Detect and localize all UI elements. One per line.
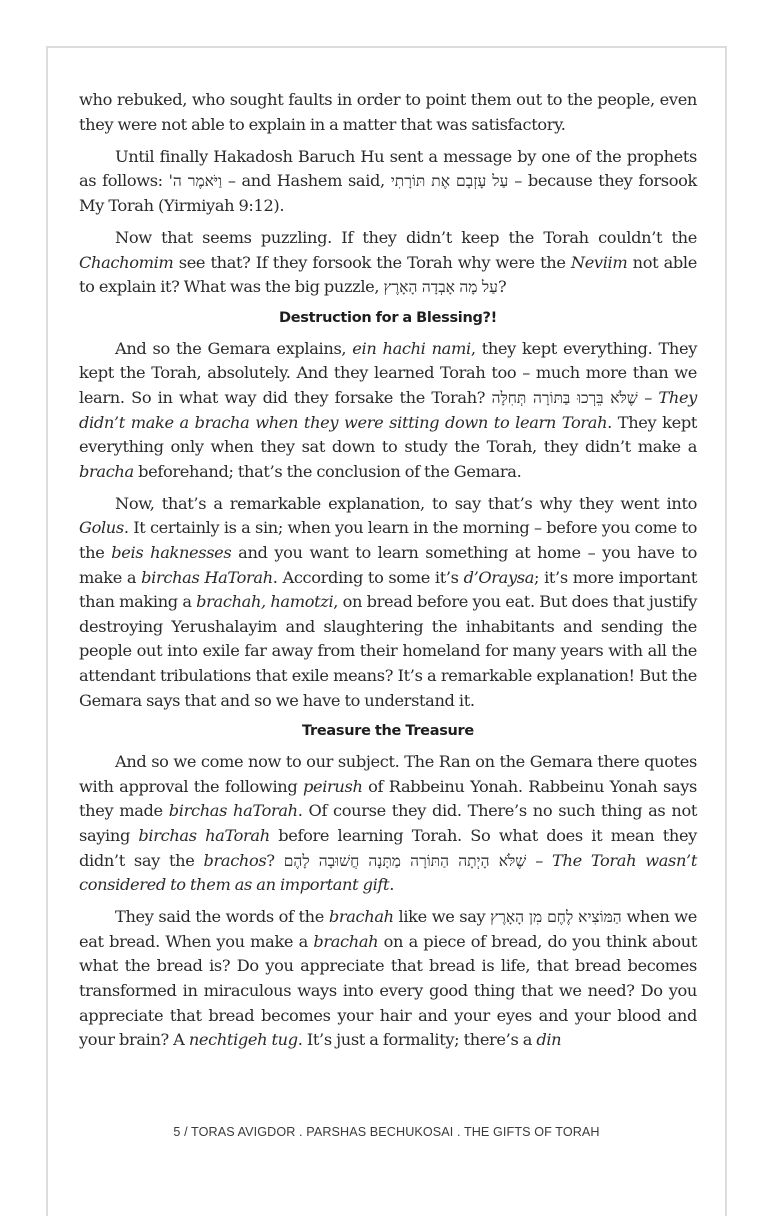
text-run: before learning Torah. So what does it mean they didn’t say the [79, 825, 697, 870]
italic-term: brachah, hamotzi [196, 592, 334, 612]
italic-term: Golus [79, 518, 124, 538]
paragraph [79, 337, 697, 485]
text-run: They said the words of the [115, 907, 329, 927]
text-run: like we say [393, 907, 491, 927]
text-run: . It certainly is a sin; when you learn in the morning – before you come to the [79, 518, 697, 562]
italic-term: din [536, 1030, 562, 1050]
hebrew-quote: עַל עָזְבָם אֶת תּוֹרָתִי [390, 172, 509, 191]
italic-term: Neviim [570, 252, 628, 272]
text-run: And so the Gemara explains, [115, 338, 353, 358]
section-heading-destruction: Destruction for a Blessing?! [279, 309, 497, 326]
italic-term: The Torah wasn’t considered to them as an important gift [79, 850, 698, 895]
italic-term: ein hachi nami [352, 338, 471, 358]
section-intro [79, 88, 697, 300]
text-run: and you want to learn something at home – you have to make a [79, 543, 697, 587]
italic-term: birchas haTorah [138, 825, 270, 845]
italic-term: birchas haTorah [168, 801, 298, 821]
paragraph [79, 750, 697, 898]
text-run: see that? If they forsook the Torah why were the [173, 252, 571, 272]
text-run: ? [266, 850, 284, 870]
paragraph [79, 492, 697, 713]
italic-term: nechtigeh tug [188, 1030, 298, 1050]
italic-term: They didn’t make a bracha when they were sitting down to learn Torah [79, 387, 697, 432]
text-run: on a piece of bread, do you think about what the bread is? Do you appreciate that bread is life, that bread becomes transformed in miraculous ways into every good thing that we need? Do you appreciate that bread becomes your hair and your eyes and your blood and your brain? A [79, 931, 697, 1050]
italic-term: brachah [313, 931, 379, 951]
text-run: . [389, 875, 395, 895]
text-run: when we eat bread. When you make a [79, 907, 697, 951]
text-run: . It’s just a formality; there’s a [297, 1030, 537, 1050]
italic-term: beis haknesses [111, 543, 232, 562]
page-number: 5 [173, 1125, 181, 1139]
text-run: ? [497, 277, 507, 297]
italic-term: brachah [328, 907, 394, 927]
hebrew-quote: עַל מָה אָבְדָה הָאָרֶץ [383, 278, 498, 297]
footer-separator: / [180, 1125, 192, 1139]
italic-term: peirush [302, 776, 363, 796]
italic-term: brachos [203, 850, 267, 870]
text-run: . According to some it’s [272, 567, 464, 587]
running-title: TORAS AVIGDOR . PARSHAS BECHUKOSAI . THE GIFTS OF TORAH [191, 1125, 600, 1139]
text-run: . Of course they did. There’s no such thing as not saying [79, 801, 697, 845]
text-run: Now, that’s a remarkable explanation, to say that’s why they went into [115, 493, 697, 513]
section-heading-treasure: Treasure the Treasure [302, 723, 474, 740]
page-body [79, 88, 697, 1060]
italic-term: birchas HaTorah [141, 567, 273, 587]
text-run: – [637, 387, 659, 407]
paragraph [79, 226, 697, 300]
paragraph [79, 88, 697, 137]
text-run: And so we come now to our subject. The Ran on the Gemara there quotes with approval the following [79, 752, 697, 796]
text-run: ; it’s more important than making a [79, 567, 697, 612]
italic-term: d’Oraysa [463, 567, 535, 587]
text-run: of Rabbeinu Yonah. Rabbeinu Yonah says they made [79, 776, 697, 821]
text-run: . They kept everything only when they sat down to study the Torah, they didn’t make a [79, 412, 697, 457]
italic-term: bracha [79, 461, 134, 481]
text-run: – [526, 850, 553, 870]
text-run: beforehand; that’s the conclusion of the Gemara. [133, 461, 522, 481]
text-run: Now that seems puzzling. If they didn’t keep the Torah couldn’t the [115, 227, 697, 247]
text-run: , on bread before you eat. But does that justify destroying Yerushalayim and slaughtering the inhabitants and sending the people out into exile far away from their homeland for many years with all the attendant tribulations that exile means? It’s a remarkable explanation! But the Gemara says that and so we have to understand it. [79, 592, 697, 710]
text-run: not able to explain it? What was the big puzzle, [79, 252, 697, 297]
section-destruction [79, 337, 697, 713]
hebrew-quote: וַיֹּאמֶר ה' [168, 172, 222, 191]
hebrew-quote: שֶׁלֹּא בֵּרְכוּ בַּתּוֹרָה תְּחִלָּה [491, 388, 638, 407]
text-run: who rebuked, who sought faults in order to point them out to the people, even they were not able to explain in a matter that was satisfactory. [79, 90, 697, 134]
text-run: – because they forsook My Torah (Yirmiyah 9:12). [79, 171, 697, 215]
paragraph [79, 145, 697, 219]
italic-term: Chachomim [79, 252, 174, 272]
section-treasure [79, 750, 697, 1053]
hebrew-quote: שֶׁלֹּא הָיְתָה הַתּוֹרָה מַתָּנָה חֲשׁוּבָה לָהֶם [283, 851, 527, 870]
running-footer [46, 1125, 727, 1139]
paragraph [79, 905, 697, 1053]
hebrew-quote: הַמּוֹצִיא לֶחֶם מִן הָאָרֶץ [490, 908, 622, 927]
text-run: , they kept everything. They kept the Torah, absolutely. And they learned Torah too – much more than we learn. So in what way did they forsake the Torah? [79, 338, 698, 407]
text-run: – and Hashem said, [222, 171, 391, 191]
text-run: Until finally Hakadosh Baruch Hu sent a message by one of the prophets as follows: [79, 146, 697, 191]
